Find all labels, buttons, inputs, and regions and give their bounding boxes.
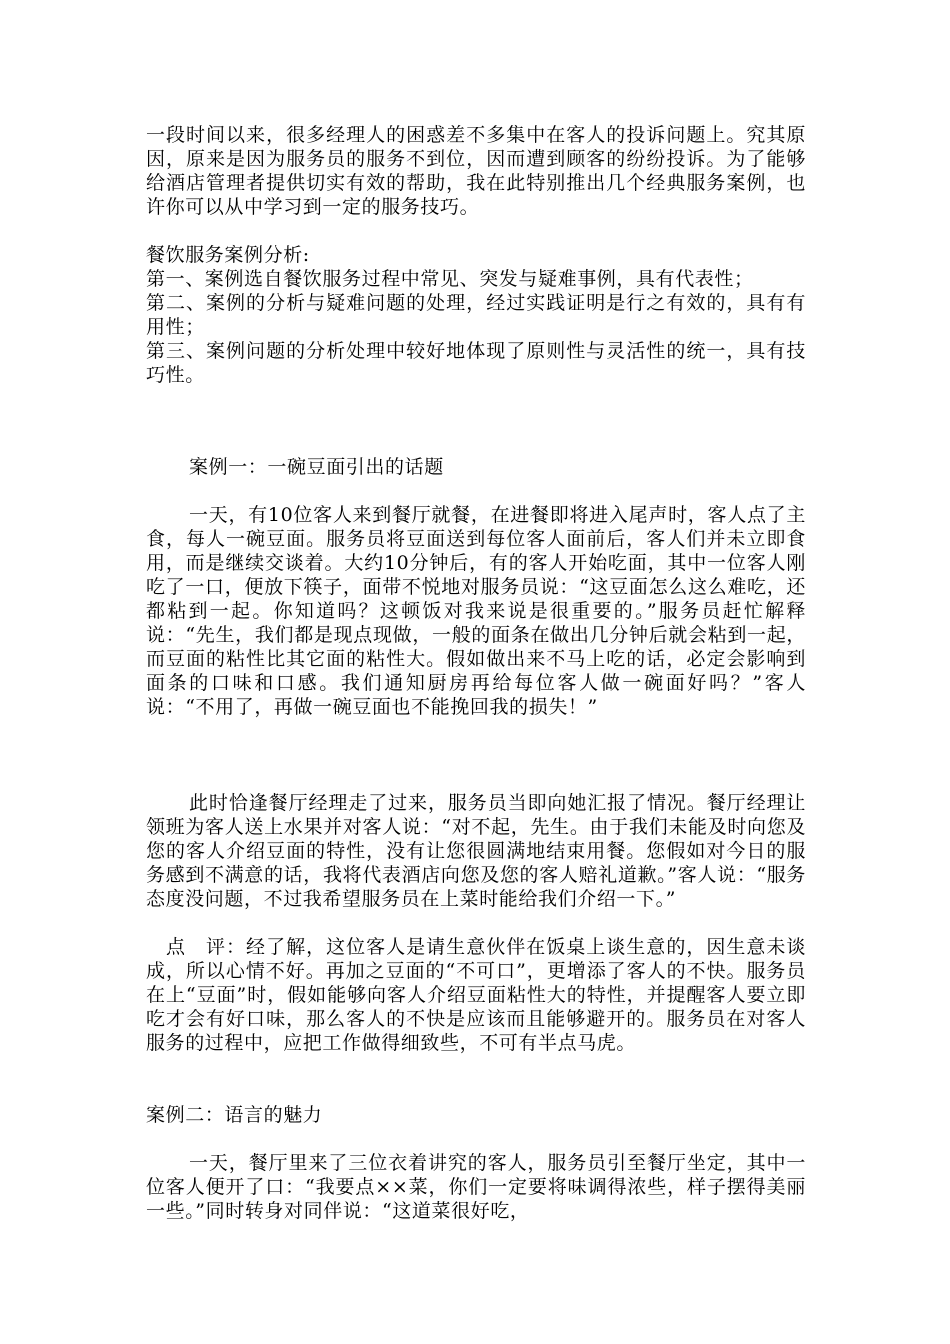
analysis-point-1: 第一、案例选自餐饮服务过程中常见、突发与疑难事例，具有代表性； — [146, 268, 754, 290]
analysis-point-3: 第三、案例问题的分析处理中较好地体现了原则性与灵活性的统一，具有技巧性。 — [146, 340, 806, 386]
case1-title: 案例一：一碗豆面引出的话题 — [189, 456, 444, 478]
analysis-title: 餐饮服务案例分析: — [146, 244, 310, 266]
case1-paragraph-2: 此时恰逢餐厅经理走了过来，服务员当即向她汇报了情况。餐厅经理让领班为客人送上水果并对客人说：“对不起，先生。由于我们未能及时向您及您的客人介绍豆面的特性，没有让您很圆满地结束用餐。您假如对今日的服务感到不满意的话，我将代表酒店向您及您的客人赔礼道歉。”客人说：“服务态度没问题，不过我希望服务员在上菜时能给我们介绍一下。” — [146, 792, 806, 910]
case1-review: 点 评：经了解，这位客人是请生意伙伴在饭桌上谈生意的，因生意未谈成，所以心情不好。再加之豆面的“不可口”，更增添了客人的不快。服务员在上“豆面”时，假如能够向客人介绍豆面粘性大的特性，并提醒客人要立即吃才会有好口味，那么客人的不快是应该而且能够避开的。服务员在对客人服务的过程中，应把工作做得细致些，不可有半点马虎。 — [146, 936, 806, 1054]
intro-paragraph: 一段时间以来，很多经理人的困惑差不多集中在客人的投诉问题上。究其原因，原来是因为服务员的服务不到位，因而遭到顾客的纷纷投诉。为了能够给酒店管理者提供切实有效的帮助，我在此特别推出几个经典服务案例，也许你可以从中学习到一定的服务技巧。 — [146, 124, 806, 218]
case1-paragraph-1: 一天，有10位客人来到餐厅就餐，在进餐即将进入尾声时，客人点了主食，每人一碗豆面。服务员将豆面送到每位客人面前后，客人们并未立即食用，而是继续交谈着。大约10分钟后，有的客人开始吃面，其中一位客人刚吃了一口，便放下筷子，面带不悦地对服务员说：“这豆面怎么这么难吃，还都粘到一起。你知道吗？这顿饭对我来说是很重要的。”服务员赶忙解释说：“先生，我们都是现点现做，一般的面条在做出几分钟后就会粘到一起，而豆面的粘性比其它面的粘性大。假如做出来不马上吃的话，必定会影响到面条的口味和口感。我们通知厨房再给每位客人做一碗面好吗？”客人说：“不用了，再做一碗豆面也不能挽回我的损失！” — [146, 504, 806, 718]
case2-title: 案例二：语言的魅力 — [146, 1104, 323, 1126]
analysis-section — [146, 243, 806, 387]
analysis-point-2: 第二、案例的分析与疑难问题的处理，经过实践证明是行之有效的，具有有用性； — [146, 292, 806, 338]
case2-paragraph-1: 一天，餐厅里来了三位衣着讲究的客人，服务员引至餐厅坐定，其中一位客人便开了口：“我要点××菜，你们一定要将味调得浓些，样子摆得美丽一些。”同时转身对同伴说：“这道菜很好吃， — [146, 1152, 806, 1222]
